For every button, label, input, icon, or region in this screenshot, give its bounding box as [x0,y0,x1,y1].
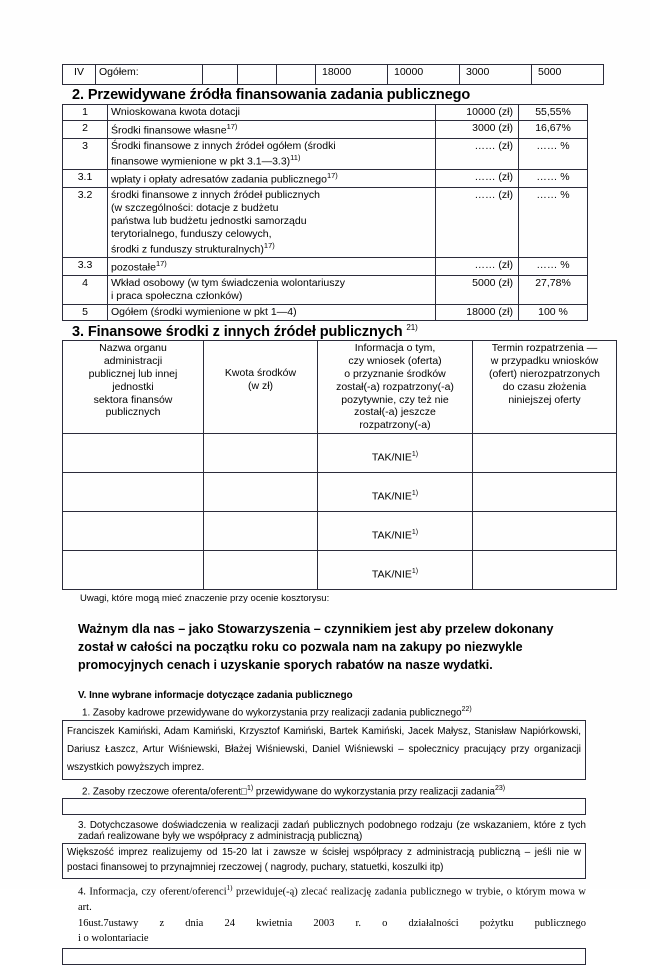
taknie-text: TAK/NIE [371,529,412,542]
section-3-heading [72,323,588,340]
table-row [63,170,588,188]
footnote-ref: 1) [411,528,419,536]
cell-amount-1[interactable] [204,434,318,473]
table-header-row [63,341,617,434]
row-percent-3-1: …… % [519,170,588,188]
cell-decision-4[interactable] [318,551,473,590]
hdr-line: publicznej lub innej [88,368,178,381]
table-row [63,551,617,590]
row-desc-3-3-text: pozostałe [111,261,156,274]
row-label: Ogółem: [96,65,203,85]
row-amount-3: …… (zł) [436,139,519,170]
footnote-ref: 1) [411,489,419,497]
table-row [63,188,588,257]
hdr-line: Termin rozpatrzenia — [491,342,598,355]
row-amount-4: 5000 (zł) [436,276,519,305]
row-desc-1: Wnioskowana kwota dotacji [108,105,436,121]
table-row [63,65,604,85]
column-header-amount [204,341,318,434]
row-amount-3-3: …… (zł) [436,257,519,275]
item-2-label [82,785,588,797]
table-row [63,139,588,170]
hdr-line: (ofert) nierozpatrzonych [489,368,600,381]
column-header-authority [63,341,204,434]
total-row-table [62,64,604,85]
item-4-label-line2: 16ust.7ustawy z dnia 24 kwietnia 2003 r. o działalności pożytku publicznego [78,917,586,929]
table-row [63,304,588,320]
item-3-label: 3. Dotychczasowe doświadczenia w realizacji zadań publicznych podobnego rodzaju (ze wskazaniem, które z tych zadań realizowane były we współpracy z administracją publiczną) [78,820,586,843]
cell-amount-4[interactable] [204,551,318,590]
table-row [63,257,588,275]
row-percent-4: 27,78% [519,276,588,305]
total-value-2: 10000 [388,65,460,85]
row-desc-3-2-line4: terytorialnego, funduszy celowych, [111,227,272,240]
cell-amount-2[interactable] [204,473,318,512]
row-roman-numeral: IV [63,65,96,85]
footnote-ref: 11) [290,152,301,162]
row-number-4: 4 [63,276,108,305]
hdr-line: rozpatrzony(-a) [359,419,431,432]
table-row [63,434,617,473]
hdr-line: o przyznanie środków [344,368,446,381]
row-number-3-3: 3.3 [63,257,108,275]
hdr-line: został(-a) rozpatrzony(-a) [336,380,454,393]
row-percent-1: 55,55% [519,105,588,121]
item-4-value-box[interactable] [62,948,586,965]
column-header-deadline [473,341,617,434]
hdr-line: Kwota środków [224,367,297,380]
row-desc-3-2 [108,188,436,257]
table-row [63,120,588,138]
hdr-line: czy wniosek (oferta) [348,355,442,368]
footnote-ref: 22) [461,706,472,714]
row-amount-3-1: …… (zł) [436,170,519,188]
footnote-ref: 17) [155,258,167,268]
item-4-label-line3: i o wolontariacie [78,933,149,945]
row-amount-1: 10000 (zł) [436,105,519,121]
row-desc-3-1-text: wpłaty i opłaty adresatów zadania publicznego [111,173,327,186]
row-desc-3-2-line5: środki z funduszy strukturalnych) [111,243,264,256]
row-desc-4-line2: i praca społeczna członków) [111,290,243,303]
row-number-3-2: 3.2 [63,188,108,257]
cell-deadline-3[interactable] [473,512,617,551]
row-percent-3: …… % [519,139,588,170]
row-amount-3-2: …… (zł) [436,188,519,257]
cell-deadline-1[interactable] [473,434,617,473]
row-desc-3-2-line2: (w szczególności: dotacje z budżetu [111,202,279,215]
section-5-heading: V. Inne wybrane informacje dotyczące zadania publicznego [78,690,353,702]
hdr-line: Informacja o tym, [354,342,436,355]
cell-authority-1[interactable] [63,434,204,473]
cell-authority-3[interactable] [63,512,204,551]
item-2-label-rest: przewidywane do wykorzystania przy realizacji zadania [253,786,495,798]
cell-amount-3[interactable] [204,512,318,551]
hdr-line: pozytywnie, czy też nie [341,393,449,406]
hdr-line: sektora finansów [93,393,173,406]
cell-decision-2[interactable] [318,473,473,512]
hdr-line: niniejszej oferty [508,393,581,406]
cell-deadline-2[interactable] [473,473,617,512]
item-4-label-line1: 4. Informacja, czy oferent/oferenci [78,886,227,898]
cell-deadline-4[interactable] [473,551,617,590]
row-percent-5: 100 % [519,304,588,320]
footnote-ref: 1) [411,450,419,458]
funding-sources-table [62,104,588,321]
blank-cell-1[interactable] [203,65,238,85]
row-number-2: 2 [63,120,108,138]
footnote-ref: 1) [226,883,233,892]
cell-decision-3[interactable] [318,512,473,551]
row-percent-3-2: …… % [519,188,588,257]
item-1-label [82,706,588,718]
document-content [62,64,600,965]
row-desc-3 [108,139,436,170]
row-desc-2-text: Środki finansowe własne [111,124,227,137]
row-desc-2 [108,120,436,138]
row-desc-3-2-line3: państwa lub budżetu jednostki samorządu [111,215,307,228]
section-3-heading-text: 3. Finansowe środki z innych źródeł publicznych [72,323,403,340]
row-number-5: 5 [63,304,108,320]
hdr-line: do czasu złożenia [502,380,587,393]
blank-cell-3[interactable] [277,65,316,85]
taknie-text: TAK/NIE [371,451,412,464]
blank-cell-2[interactable] [238,65,277,85]
row-amount-2: 3000 (zł) [436,120,519,138]
total-value-1: 18000 [316,65,388,85]
row-number-3-1: 3.1 [63,170,108,188]
row-desc-3-1 [108,170,436,188]
total-value-3: 3000 [460,65,532,85]
cell-decision-1[interactable] [318,434,473,473]
item-3-value-box[interactable]: Większość imprez realizujemy od 15-20 lat i zawsze w ścisłej współpracy z administracją publiczną – jeśli nie w postaci finansowej to przynajmniej rzeczowej ( nagrody, puchary, statuetki, koszulki itp) [62,843,586,878]
row-desc-4 [108,276,436,305]
row-amount-5: 18000 (zł) [436,304,519,320]
table-row [63,276,588,305]
item-1-label-text: 1. Zasoby kadrowe przewidywane do wykorzystania przy realizacji zadania publicznego [82,707,462,719]
taknie-text: TAK/NIE [371,490,412,503]
footnote-ref: 21) [406,322,418,332]
row-desc-3-line2: finansowe wymienione w pkt 3.1—3.3) [111,155,291,168]
item-2-label-text: 2. Zasoby rzeczowe oferenta/oferent□ [82,786,247,798]
row-percent-3-3: …… % [519,257,588,275]
table-row [63,473,617,512]
column-header-decision-info [318,341,473,434]
important-note-paragraph: Ważnym dla nas – jako Stowarzyszenia – czynnikiem jest aby przelew dokonany został w całości na początku roku co pozwala nam na zakupy po niezwykle promocyjnych cenach i uzyskanie sporych rabatów na nasze wydatki. [78,622,554,673]
hdr-line: (w zł) [247,380,274,393]
footnote-ref: 17) [263,240,275,250]
hdr-line: administracji [103,355,163,368]
footnote-ref: 17) [226,121,238,131]
public-funds-table [62,340,617,590]
row-desc-3-2-line1: środki finansowe z innych źródeł publicznych [111,189,320,202]
total-value-4: 5000 [532,65,604,85]
row-number-3: 3 [63,139,108,170]
table-row [63,105,588,121]
uwagi-label: Uwagi, które mogą mieć znaczenie przy ocenie kosztorysu: [80,593,330,605]
hdr-line: Nazwa organu [99,342,167,355]
footnote-ref: 1) [246,785,254,793]
cell-authority-2[interactable] [63,473,204,512]
table-row [63,512,617,551]
row-desc-5: Ogółem (środki wymienione w pkt 1—4) [108,304,436,320]
footnote-ref: 23) [494,785,506,793]
hdr-line: publicznych [105,406,161,419]
cell-authority-4[interactable] [63,551,204,590]
hdr-line: został(-a) jeszcze [354,406,436,419]
row-percent-2: 16,67% [519,120,588,138]
row-desc-3-line1: Środki finansowe z innych źródeł ogółem (środki [111,140,336,153]
item-1-value-box[interactable]: Franciszek Kamiński, Adam Kamiński, Krzysztof Kamiński, Bartek Kamiński, Jacek Małysz, Stanisław Napiórkowski, Dariusz Łaszcz, Artur Wiśniewski, Błażej Wiśniewski, Daniel Wiśniewski – społecznicy pracujący przy organizacji wszystkich powyższych imprez. [62,720,586,780]
item-2-value-box[interactable] [62,798,586,815]
item-4-label [78,883,586,948]
row-desc-3-3 [108,257,436,275]
hdr-line: jednostki [112,380,154,393]
section-2-heading: 2. Przewidywane źródła finansowania zadania publicznego [72,87,471,103]
footnote-ref: 17) [326,171,338,181]
taknie-text: TAK/NIE [371,568,412,581]
footnote-ref: 1) [411,567,419,575]
row-desc-4-line1: Wkład osobowy (w tym świadczenia wolontariuszy [111,277,345,290]
item-4-label-line1b: przewiduje(-ą) zlecać realizację zadania publicznego w trybie, o którym mowa w art. [78,886,586,913]
hdr-line: w przypadku wniosków [490,355,599,368]
row-number-1: 1 [63,105,108,121]
